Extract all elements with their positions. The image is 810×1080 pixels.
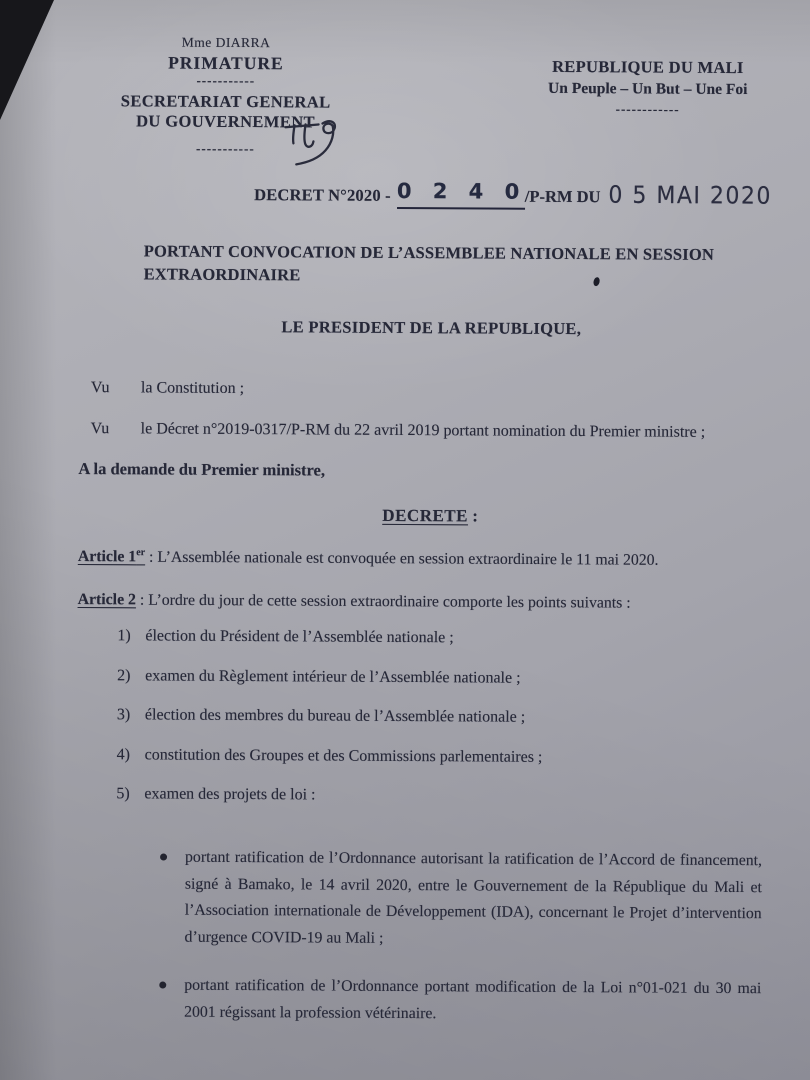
- agenda-item-number: 2): [117, 666, 131, 684]
- issuer-org-secretariat-line2: DU GOUVERNEMENT: [136, 111, 316, 132]
- agenda-item: [116, 785, 756, 807]
- country-name: REPUBLIQUE DU MALI: [552, 56, 744, 78]
- agenda-item-number: 1): [117, 627, 131, 645]
- request-line: A la demande du Premier ministre,: [78, 459, 326, 480]
- agenda-item-text: élection des membres du bureau de l’Assemblée nationale ;: [144, 706, 526, 726]
- article-separator: :: [145, 548, 158, 566]
- article-separator: :: [135, 591, 149, 609]
- bullet-icon: [159, 982, 166, 989]
- agenda-item-text: constitution des Groupes et des Commissions parlementaires ;: [144, 745, 543, 766]
- bill-item: [157, 844, 762, 954]
- issuer-org-primature: PRIMATURE: [168, 52, 284, 74]
- agenda-item-text: élection du Président de l’Assemblée nationale ;: [145, 627, 454, 647]
- divider-dashes: -----------: [196, 72, 256, 89]
- visa-text: la Constitution ;: [140, 379, 245, 398]
- bullet-icon: [160, 854, 167, 861]
- issuer-org-secretariat-line1: SECRETARIAT GENERAL: [120, 91, 331, 112]
- visa-row: [91, 420, 781, 442]
- agenda-item: [117, 627, 757, 649]
- visa-label: Vu: [90, 420, 110, 438]
- decree-subject-title: PORTANT CONVOCATION DE L’ASSEMBLEE NATIONALE EN SESSION EXTRAORDINAIRE: [143, 241, 715, 285]
- decree-number-suffix: /P-RM DU: [524, 186, 601, 207]
- issuer-org-secretariat-line2-row: [94, 111, 356, 133]
- article-text: L’ordre du jour de cette session extraordinaire comporte les points suivants :: [148, 591, 631, 612]
- visa-row: [91, 379, 781, 401]
- agenda-item: [117, 706, 757, 728]
- salutation-line: LE PRESIDENT DE LA REPUBLIQUE,: [281, 317, 582, 339]
- decree-reference-line: [254, 178, 773, 211]
- article-paragraph: [78, 590, 770, 613]
- article-text: L’Assemblée nationale est convoquée en session extraordinaire le 11 mai 2020.: [157, 548, 659, 569]
- visa-label: Vu: [90, 379, 110, 397]
- bill-item-text: portant ratification de l’Ordonnance portant modification de la Loi n°01-021 du 30 mai 2001 régissant la profession vétérinaire.: [184, 976, 762, 1022]
- divider-dashes: -----------: [196, 140, 255, 157]
- stamped-decree-number: 0 2 4 0: [396, 178, 527, 204]
- divider-dashes: ------------: [615, 101, 680, 117]
- agenda-item-text: examen du Règlement intérieur de l’Assemblée nationale ;: [145, 666, 521, 687]
- agenda-item-text: examen des projets de loi :: [144, 785, 316, 804]
- bill-item-text: portant ratification de l’Ordonnance autorisant la ratification de l’Accord de financement, signé à Bamako, le 14 avril 2020, entre le Gouvernement de la République du Mali et l’Association internationale de Développement (IDA), concernant le Projet d’intervention d’urgence COVID-19 au Mali ;: [184, 848, 763, 947]
- stamped-date: 0 5 MAI 2020: [608, 182, 773, 211]
- article-label-superscript: er: [136, 547, 146, 559]
- letterhead-republic-block: [509, 57, 787, 117]
- decrete-heading-colon: :: [467, 506, 479, 526]
- visa-text: le Décret n°2019-0317/P-RM du 22 avril 2019 portant nomination du Premier ministre ;: [140, 420, 706, 441]
- handwritten-paraph-signature-icon: [282, 114, 344, 166]
- agenda-list: [116, 627, 757, 828]
- article-paragraph: [78, 547, 770, 570]
- sender-name: Mme DIARRA: [181, 34, 271, 51]
- bill-bullet-list: [157, 844, 762, 1029]
- decree-number-prefix: DECRET N°2020 -: [254, 185, 391, 205]
- article-label: Article 1er: [77, 547, 146, 566]
- agenda-item-number: 4): [116, 745, 131, 763]
- decrete-heading: [100, 504, 760, 528]
- agenda-item: [117, 667, 757, 689]
- national-motto: Un Peuple – Un But – Une Foi: [548, 79, 748, 99]
- bill-item: [157, 972, 761, 1029]
- agenda-item-number: 5): [116, 785, 130, 803]
- agenda-item-number: 3): [116, 706, 131, 724]
- decree-number-blank-line: [396, 178, 527, 210]
- decrete-heading-word: DECRETE: [382, 505, 469, 526]
- agenda-item: [117, 746, 757, 768]
- article-label: Article 2: [77, 591, 137, 609]
- letterhead-issuer-block: [94, 34, 357, 156]
